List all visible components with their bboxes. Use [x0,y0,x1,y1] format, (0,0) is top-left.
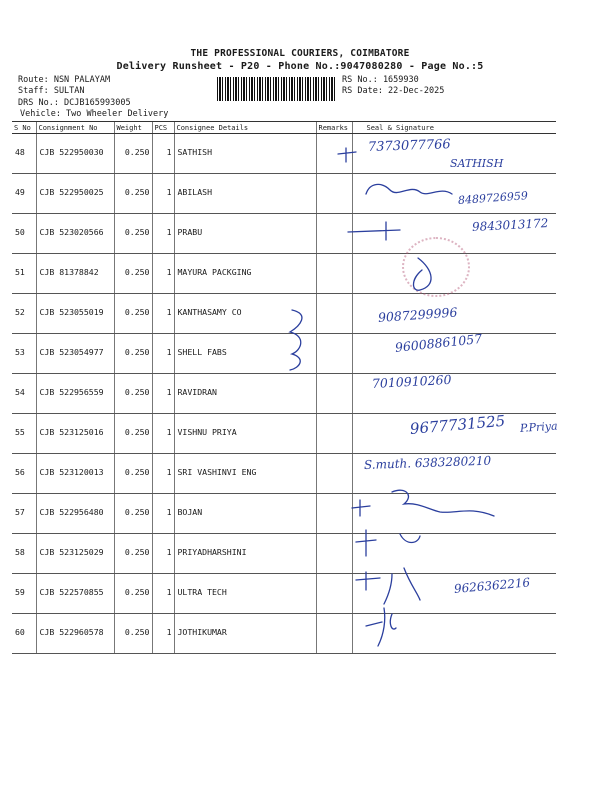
row-remarks [316,334,352,374]
handwritten-phone-54: 7010910260 [371,371,452,391]
row-consignment: CJB 522956480 [36,494,114,534]
row-consignee: RAVIDRAN [174,374,316,414]
row-consignee: SRI VASHINVI ENG [174,454,316,494]
handwritten-phone-59: 9626362216 [453,575,531,596]
handwritten-name-55: P.Priya [519,419,558,435]
row-consignee: SHELL FABS [174,334,316,374]
row-consignee: BOJAN [174,494,316,534]
row-pcs: 1 [152,454,174,494]
row-signature [352,534,556,574]
row-signature [352,614,556,654]
rs-number: RS No.: 1659930 [342,75,419,85]
row-pcs: 1 [152,174,174,214]
row-consignment: CJB 523120013 [36,454,114,494]
row-remarks [316,294,352,334]
header-weight: Weight [114,122,152,134]
table-row [12,494,556,534]
row-consignee: ABILASH [174,174,316,214]
row-remarks [316,134,352,174]
drs-number: DRS No.: DCJB165993005 [18,98,131,108]
row-pcs: 1 [152,614,174,654]
row-consignment: CJB 523020566 [36,214,114,254]
row-sno: 58 [12,534,36,574]
row-weight: 0.250 [114,494,152,534]
row-sno: 57 [12,494,36,534]
row-weight: 0.250 [114,334,152,374]
row-sno: 60 [12,614,36,654]
row-remarks [316,374,352,414]
header-pcs: PCS [152,122,174,134]
row-remarks [316,454,352,494]
row-sno: 55 [12,414,36,454]
header-consignment: Consignment No [36,122,114,134]
row-pcs: 1 [152,494,174,534]
row-consignment: CJB 522960578 [36,614,114,654]
row-sno: 50 [12,214,36,254]
row-consignment: CJB 522570855 [36,574,114,614]
row-consignment: CJB 81378842 [36,254,114,294]
row-consignee: SATHISH [174,134,316,174]
row-consignment: CJB 523054977 [36,334,114,374]
row-consignee: JOTHIKUMAR [174,614,316,654]
row-weight: 0.250 [114,134,152,174]
row-remarks [316,574,352,614]
row-consignee: PRABU [174,214,316,254]
row-sno: 59 [12,574,36,614]
company-stamp [402,237,470,297]
row-remarks [316,254,352,294]
row-remarks [316,414,352,454]
header-sno: S No [12,122,36,134]
row-remarks [316,534,352,574]
header-remarks: Remarks [316,122,352,134]
row-pcs: 1 [152,254,174,294]
row-consignee: VISHNU PRIYA [174,414,316,454]
handwritten-text-56: S.muth. 6383280210 [363,453,492,472]
row-sno: 56 [12,454,36,494]
handwritten-name-48: SATHISH [450,157,504,170]
row-pcs: 1 [152,294,174,334]
table-row [12,374,556,414]
row-weight: 0.250 [114,414,152,454]
staff-label: Staff: SULTAN [18,86,85,96]
table-row [12,254,556,294]
runsheet-subtitle: Delivery Runsheet - P20 - Phone No.:9047080280 - Page No.:5 [116,61,484,72]
row-weight: 0.250 [114,454,152,494]
row-weight: 0.250 [114,174,152,214]
barcode [217,77,335,101]
handwritten-phone-48: 7373077766 [367,137,451,155]
header-signature: Seal & Signature [352,122,556,134]
row-sno: 48 [12,134,36,174]
row-pcs: 1 [152,414,174,454]
handwritten-phone-50: 9843013172 [471,216,549,234]
row-sno: 54 [12,374,36,414]
row-weight: 0.250 [114,254,152,294]
row-consignee: PRIYADHARSHINI [174,534,316,574]
row-consignment: CJB 522950025 [36,174,114,214]
row-consignment: CJB 522950030 [36,134,114,174]
row-consignment: CJB 522956559 [36,374,114,414]
row-remarks [316,494,352,534]
row-weight: 0.250 [114,374,152,414]
row-pcs: 1 [152,534,174,574]
row-sno: 53 [12,334,36,374]
header-consignee: Consignee Details [174,122,316,134]
row-weight: 0.250 [114,294,152,334]
table-row [12,294,556,334]
row-pcs: 1 [152,134,174,174]
row-pcs: 1 [152,374,174,414]
rs-date: RS Date: 22-Dec-2025 [342,86,445,96]
row-consignee: KANTHASAMY CO [174,294,316,334]
row-remarks [316,174,352,214]
row-consignment: CJB 523125029 [36,534,114,574]
row-pcs: 1 [152,334,174,374]
row-consignment: CJB 523055019 [36,294,114,334]
row-weight: 0.250 [114,534,152,574]
row-sno: 51 [12,254,36,294]
row-pcs: 1 [152,574,174,614]
row-weight: 0.250 [114,574,152,614]
handwritten-phone-53: 96008861057 [394,330,483,355]
vehicle-label: Vehicle: Two Wheeler Delivery [20,109,169,119]
row-consignment: CJB 523125016 [36,414,114,454]
route-label: Route: NSN PALAYAM [18,75,111,85]
row-weight: 0.250 [114,614,152,654]
row-pcs: 1 [152,214,174,254]
table-header-row [12,122,556,134]
handwritten-phone-55: 9677731525 [409,411,506,438]
table-row [12,534,556,574]
runsheet-title: THE PROFESSIONAL COURIERS, COIMBATORE [190,48,410,59]
table-row [12,614,556,654]
row-weight: 0.250 [114,214,152,254]
row-remarks [316,614,352,654]
row-consignee: ULTRA TECH [174,574,316,614]
row-sno: 49 [12,174,36,214]
handwritten-phone-52: 9087299996 [377,304,458,325]
row-consignee: MAYURA PACKGING [174,254,316,294]
row-remarks [316,214,352,254]
handwritten-phone-49: 8489726959 [457,189,529,207]
row-sno: 52 [12,294,36,334]
row-signature [352,494,556,534]
